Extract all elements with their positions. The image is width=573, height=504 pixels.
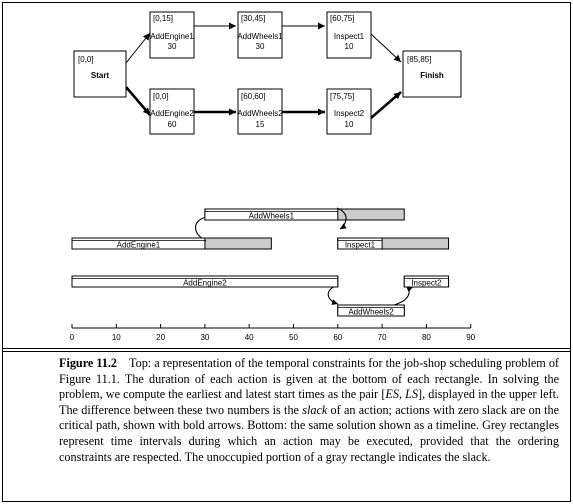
inspect1-range: [60,75]	[330, 14, 355, 23]
axis-tick-label-60: 60	[333, 333, 343, 342]
addengine2-range: [0,0]	[153, 92, 169, 101]
arrow-inspect2-finish	[371, 92, 401, 118]
start-range: [0,0]	[78, 55, 94, 64]
slack-layer	[72, 209, 449, 316]
caption-text-1: Top: a representation of the temporal constraints for the job-shop scheduling problem of Figure 11.1. The duration of each action is given at the bottom of each rectangle. In solving the problem, we compute the earliest and latest start times as the pair	[59, 356, 559, 402]
activity-label-inspect1: Inspect1	[344, 240, 376, 250]
constraint-graph	[74, 12, 461, 134]
bar-layer	[72, 209, 449, 317]
caption-text-2: , displayed in the upper left. The difference between these two numbers is the	[59, 387, 559, 417]
addengine1-name: AddEngine1	[150, 32, 194, 41]
addwheels2-duration: 15	[255, 120, 265, 129]
addengine1-duration: 30	[167, 42, 177, 51]
node-addwheels2	[237, 89, 283, 134]
axis-tick-label-20: 20	[156, 333, 166, 342]
addengine2-name: AddEngine2	[150, 109, 194, 118]
connector-addwheels2-inspect2	[394, 286, 409, 305]
timeline	[70, 208, 476, 342]
axis-tick-label-50: 50	[289, 333, 298, 342]
axis-tick-label-40: 40	[244, 333, 254, 342]
connector-layer	[196, 208, 410, 305]
inspect1-name: Inspect1	[333, 32, 365, 41]
axis-tick-label-30: 30	[200, 333, 210, 342]
inspect2-range: [75,75]	[330, 92, 355, 101]
axis-tick-label-90: 90	[466, 333, 476, 342]
axis-tick-label-70: 70	[377, 333, 387, 342]
addwheels1-range: [30,45]	[241, 14, 266, 23]
axis-tick-label-10: 10	[111, 333, 121, 342]
node-addengine1	[150, 12, 194, 58]
figure-caption	[59, 356, 559, 465]
arrow-start-addengine2	[126, 87, 150, 115]
axis-tick-label-0: 0	[69, 333, 75, 342]
caption-math-es: ES	[385, 387, 399, 402]
arrow-inspect1-finish	[371, 34, 401, 62]
time-axis	[70, 324, 476, 342]
addwheels1-name: AddWheels1	[237, 32, 283, 41]
node-inspect2	[327, 89, 371, 134]
connector-addengine2-addwheels2	[328, 285, 338, 304]
caption-math-open: [	[381, 387, 386, 402]
inspect2-duration: 10	[344, 120, 354, 129]
node-addwheels1	[237, 12, 283, 58]
start-label: Start	[90, 71, 110, 80]
connector-addengine1-addwheels1	[196, 217, 207, 241]
activity-label-addwheels1: AddWheels1	[248, 211, 295, 221]
activity-label-inspect2: Inspect2	[411, 278, 442, 288]
addengine1-range: [0,15]	[153, 14, 174, 23]
inspect1-duration: 10	[344, 42, 354, 51]
caption-text-3: of an action; actions with zero slack are on the critical path, shown with bold arrows. Bottom: the same solution shown as a timeline. Grey rectangles represent time intervals during which an action may be executed, provided that the ordering constraints are respected. The unoccupied portion of a gray rectangle indicates the slack.	[59, 402, 559, 464]
caption-math-ls: LS	[405, 387, 419, 402]
activity-label-addwheels2: AddWheels2	[348, 307, 394, 317]
caption-math-close: ]	[418, 387, 423, 402]
inspect2-name: Inspect2	[333, 109, 365, 118]
activity-label-addengine2: AddEngine2	[183, 278, 227, 288]
activity-label-addengine1: AddEngine1	[116, 240, 161, 250]
caption-label: Figure 11.2	[59, 356, 118, 370]
start-node	[74, 51, 126, 97]
finish-label: Finish	[420, 71, 444, 80]
axis-tick-label-80: 80	[421, 333, 431, 342]
caption-math-comma: ,	[398, 387, 406, 402]
finish-node	[403, 51, 461, 97]
addwheels2-range: [60,60]	[241, 92, 266, 101]
finish-range: [85,85]	[407, 55, 432, 64]
addwheels1-duration: 30	[255, 42, 265, 51]
addengine2-duration: 60	[167, 120, 177, 129]
addwheels2-name: AddWheels2	[237, 109, 283, 118]
arrow-start-addengine1	[126, 33, 150, 63]
node-inspect1	[327, 12, 371, 58]
caption-slack-word: slack	[302, 402, 328, 417]
node-addengine2	[150, 89, 194, 134]
